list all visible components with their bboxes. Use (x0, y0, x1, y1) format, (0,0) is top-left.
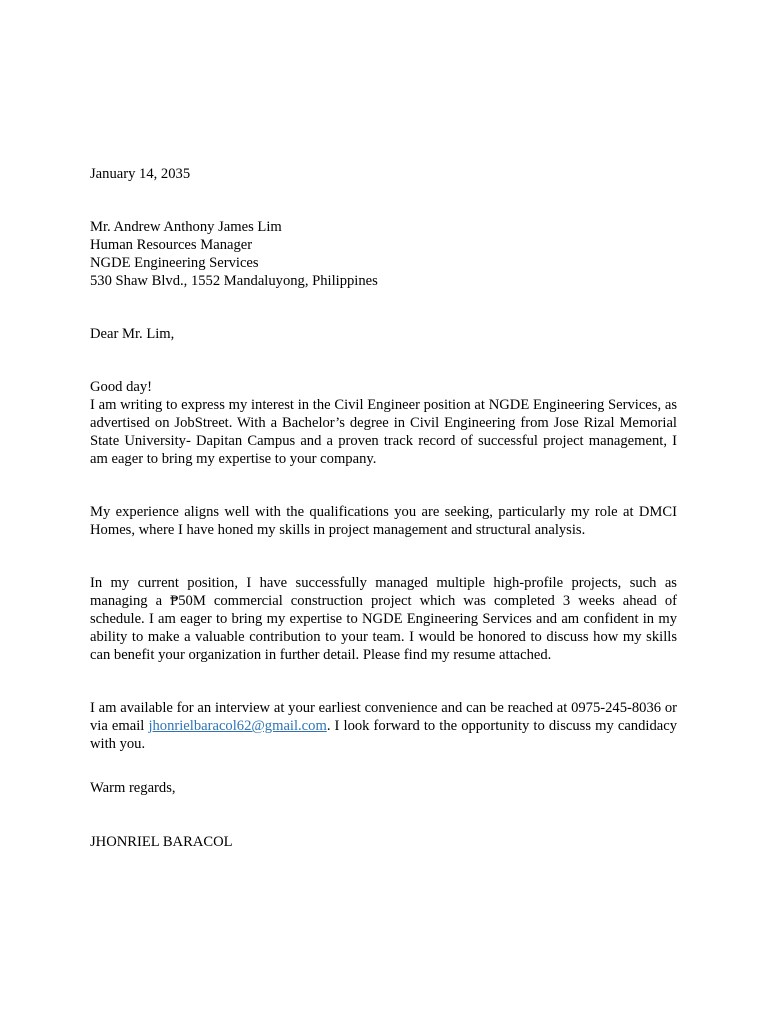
greeting: Good day! (90, 379, 153, 395)
recipient-name: Mr. Andrew Anthony James Lim (90, 219, 282, 235)
paragraph-availability (90, 699, 677, 753)
salutation: Dear Mr. Lim, (90, 326, 175, 342)
paragraph-experience: My experience aligns well with the qualifications you are seeking, particularly my role at DMCI Homes, where I have honed my skills in project management and structural analysis. (90, 504, 677, 538)
availability-text-end: . I look forward to the opportunity to discuss my candidacy with you. (90, 718, 677, 752)
paragraph-intro: I am writing to express my interest in the Civil Engineer position at NGDE Engineering Services, as advertised on JobStreet. With a Bachelor’s degree in Civil Engineering from Jose Rizal Memorial State University- Dapitan Campus and a proven track record of successful project management, I am eager to bring my expertise to your company. (90, 397, 677, 467)
letter-date: January 14, 2035 (90, 166, 191, 182)
recipient-title: Human Resources Manager (90, 237, 253, 253)
recipient-address: 530 Shaw Blvd., 1552 Mandaluyong, Philippines (90, 273, 378, 289)
availability-text: I am available for an interview at your earliest convenience and can be reached at 0975-245-8036 or via email (90, 700, 677, 734)
signature-name: JHONRIEL BARACOL (90, 834, 233, 850)
recipient-block (90, 218, 677, 290)
email-link[interactable]: jhonrielbaracol62@gmail.com (148, 718, 327, 734)
recipient-company: NGDE Engineering Services (90, 255, 259, 271)
paragraph-current-position: In my current position, I have successfully managed multiple high-profile projects, such as managing a ₱50M commercial construction project which was completed 3 weeks ahead of schedule. I am eager to bring my expertise to NGDE Engineering Services and am confident in my ability to make a valuable contribution to your team. I would be honored to discuss how my skills can benefit your organization in further detail. Please find my resume attached. (90, 575, 677, 663)
cover-letter (90, 165, 677, 851)
closing: Warm regards, (90, 780, 176, 796)
